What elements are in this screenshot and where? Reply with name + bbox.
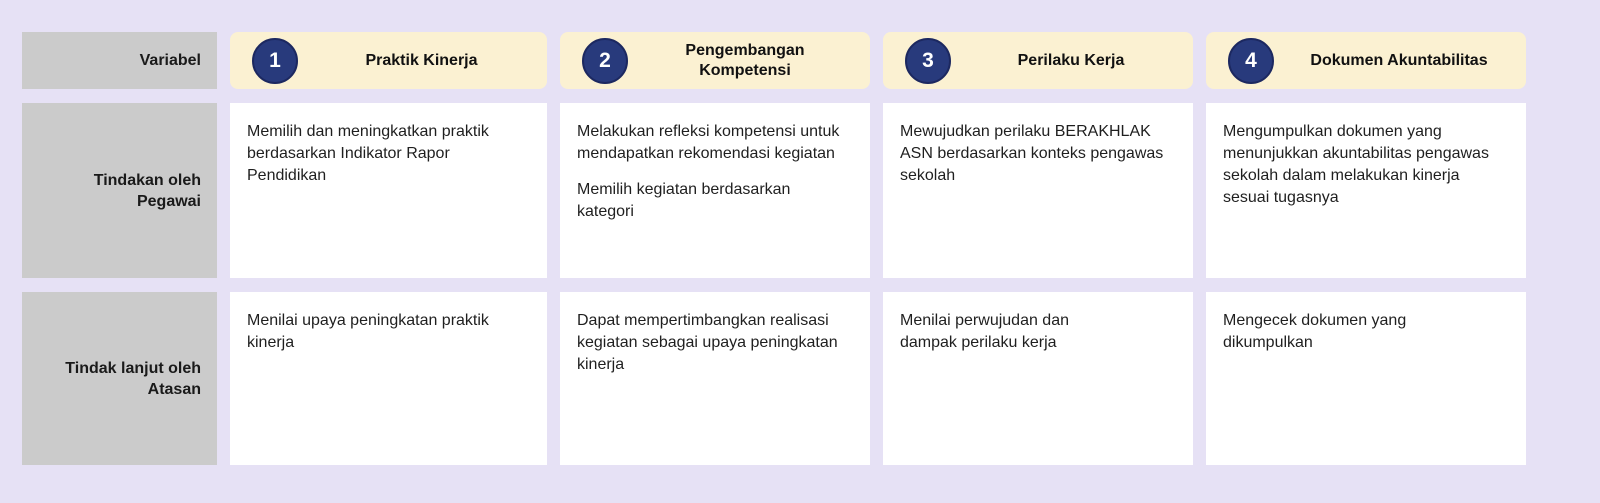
column-header-pengembangan-kompetensi bbox=[560, 32, 870, 89]
row-label-tindak-lanjut bbox=[22, 292, 217, 465]
row-label-tindakan bbox=[22, 103, 217, 278]
cell-text: Mewujudkan perilaku BERAKHLAK ASN berdasarkan konteks pengawas sekolah bbox=[900, 123, 1164, 184]
cell-text: Memilih kegiatan berdasarkan kategori bbox=[577, 181, 791, 220]
row-label-tindak-lanjut-text: Tindak lanjut oleh Atasan bbox=[65, 359, 201, 398]
column-title: Dokumen Akuntabilitas bbox=[1310, 51, 1488, 69]
cell-tindakan-dokumen-akuntabilitas bbox=[1206, 103, 1526, 278]
column-title: Pengembangan Kompetensi bbox=[685, 41, 805, 79]
cell-tindakan-perilaku-kerja bbox=[883, 103, 1193, 278]
cell-text: Menilai perwujudan dan dampak perilaku kerja bbox=[900, 312, 1069, 351]
cell-tindakan-pengembangan-kompetensi bbox=[560, 103, 870, 278]
cell-tindak-lanjut-pengembangan-kompetensi bbox=[560, 292, 870, 465]
cell-text: Dapat mempertimbangkan realisasi kegiatan sebagai upaya peningkatan kinerja bbox=[577, 312, 838, 373]
variable-table bbox=[22, 32, 1526, 465]
cell-tindak-lanjut-dokumen-akuntabilitas bbox=[1206, 292, 1526, 465]
row-label-variabel-text: Variabel bbox=[139, 52, 201, 69]
cell-text: Mengecek dokumen yang dikumpulkan bbox=[1223, 312, 1407, 351]
cell-text: Melakukan refleksi kompetensi untuk mendapatkan rekomendasi kegiatan bbox=[577, 123, 840, 162]
cell-tindakan-praktik-kinerja bbox=[230, 103, 547, 278]
row-label-tindakan-text: Tindakan oleh Pegawai bbox=[93, 171, 201, 210]
column-title: Perilaku Kerja bbox=[1017, 51, 1125, 69]
cell-tindak-lanjut-praktik-kinerja bbox=[230, 292, 547, 465]
number-badge-3: 3 bbox=[905, 38, 951, 84]
cell-text: Menilai upaya peningkatan praktik kinerja bbox=[247, 312, 489, 351]
row-label-variabel bbox=[22, 32, 217, 89]
column-header-praktik-kinerja bbox=[230, 32, 547, 89]
column-header-dokumen-akuntabilitas bbox=[1206, 32, 1526, 89]
number-badge-1: 1 bbox=[252, 38, 298, 84]
number-badge-2: 2 bbox=[582, 38, 628, 84]
column-header-perilaku-kerja bbox=[883, 32, 1193, 89]
column-title: Praktik Kinerja bbox=[365, 51, 478, 69]
number-badge-4: 4 bbox=[1228, 38, 1274, 84]
cell-tindak-lanjut-perilaku-kerja bbox=[883, 292, 1193, 465]
cell-text: Mengumpulkan dokumen yang menunjukkan akuntabilitas pengawas sekolah dalam melakukan kinerja sesuai tugasnya bbox=[1223, 123, 1489, 206]
cell-text: Memilih dan meningkatkan praktik berdasarkan Indikator Rapor Pendidikan bbox=[247, 123, 489, 184]
